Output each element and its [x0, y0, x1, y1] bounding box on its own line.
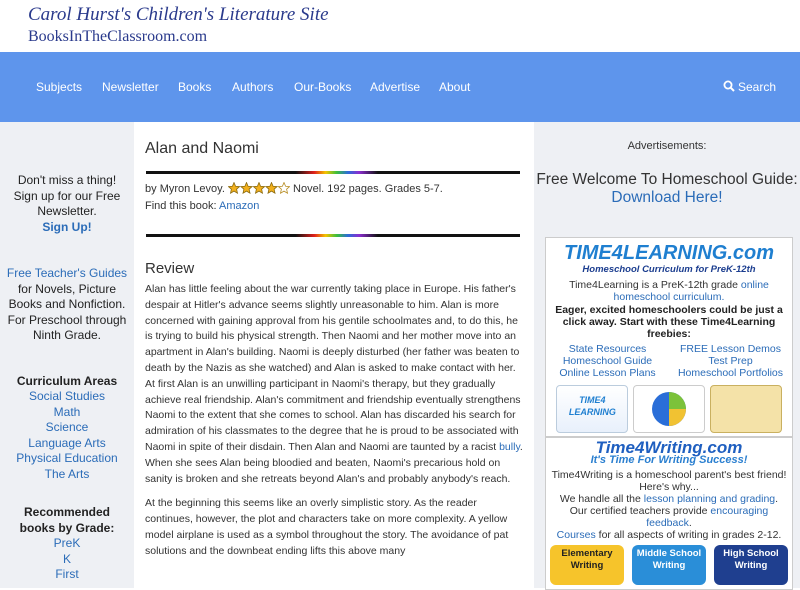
search-label: Search	[737, 80, 776, 94]
curriculum-social-studies[interactable]: Social Studies	[28, 389, 106, 403]
teacher-guides-link[interactable]: Free Teacher's Guides	[6, 266, 128, 280]
t4w-text-4-post: for all aspects of writing in grades 2-12.	[595, 529, 782, 541]
review-heading: Review	[145, 260, 195, 277]
search-icon	[723, 80, 735, 92]
site-brand[interactable]	[28, 4, 329, 47]
t4w-text-2-pre: We handle all the	[559, 493, 644, 505]
math-chart-icon	[649, 389, 689, 429]
guides-text-3: For Preschool through	[7, 312, 127, 327]
rating-stars	[228, 182, 290, 199]
guides-text-1: for Novels, Picture	[17, 281, 117, 296]
t4l-portfolios[interactable]: Homeschool Portfolios	[677, 367, 784, 379]
star-icon	[253, 183, 264, 194]
search-link[interactable]	[723, 80, 776, 94]
t4w-text-4	[546, 529, 792, 541]
ad-label: Advertisements:	[627, 140, 707, 152]
t4l-state-resources[interactable]: State Resources	[568, 343, 647, 355]
author-name: Myron Levoy.	[159, 183, 225, 195]
time4writing-ad[interactable]	[545, 437, 793, 590]
nav-authors[interactable]: Authors	[232, 80, 274, 94]
math-thumbnail[interactable]	[633, 385, 705, 433]
amazon-link[interactable]: Amazon	[219, 200, 260, 212]
main-navbar	[0, 52, 800, 122]
time4learning-ad[interactable]	[545, 237, 793, 437]
curriculum-heading: Curriculum Areas	[16, 373, 118, 388]
grade-first[interactable]: First	[55, 567, 79, 581]
curriculum-the-arts[interactable]: The Arts	[44, 466, 90, 481]
time4writing-logo[interactable]: Time4Writing.com	[595, 438, 743, 457]
t4w-grading-link[interactable]: lesson planning and grading	[643, 493, 776, 505]
site-title[interactable]: Carol Hurst's Children's Literature Site	[28, 4, 329, 25]
curriculum-language-arts[interactable]: Language Arts	[28, 435, 106, 450]
t4l-freebies-text: Eager, excited homeschoolers could be just a click away. Start with these Time4Learning freebies:	[555, 304, 783, 340]
author-prefix: by	[145, 183, 160, 195]
book-meta	[145, 182, 443, 214]
homeschool-headline	[534, 171, 800, 207]
curriculum-science[interactable]: Science	[45, 420, 89, 434]
t4l-intro	[546, 279, 792, 303]
t4w-text-3-post: .	[688, 517, 692, 529]
t4l-lesson-plans[interactable]: Online Lesson Plans	[559, 367, 656, 379]
nav-advertise[interactable]: Advertise	[370, 80, 421, 94]
t4w-text-2	[546, 493, 792, 505]
nav-subjects[interactable]: Subjects	[36, 80, 83, 94]
curriculum-math[interactable]: Math	[53, 404, 81, 419]
star-icon	[228, 183, 239, 194]
t4l-thumbnails	[546, 379, 792, 433]
grades-heading-1: Recommended	[23, 505, 111, 519]
nav-newsletter[interactable]: Newsletter	[102, 80, 159, 94]
review-body	[145, 282, 523, 569]
review-text-2: . When she sees Alan being bloodied and beaten, Naomi's precarious hold on sanity is broken and she retreats beyond Alan's and probably anybody's reach.	[145, 440, 523, 485]
t4w-text-1: Time4Writing is a homeschool parent's best friend! Here's why...	[551, 469, 787, 493]
middle-school-writing-button[interactable]: Middle School Writing	[632, 545, 706, 585]
review-paragraph-1	[145, 282, 523, 487]
star-icon	[266, 183, 277, 194]
t4w-feedback-link[interactable]: encouraging feedback	[646, 505, 769, 529]
book-title: Alan and Naomi	[145, 140, 259, 157]
newsletter-text-1: Don't miss a thing!	[17, 173, 117, 187]
homeschool-headline-text: Free Welcome To Homeschool Guide:	[536, 171, 798, 188]
rainbow-divider-2	[146, 234, 520, 237]
grade-k[interactable]: K	[62, 551, 71, 566]
time4learning-tagline: Homeschool Curriculum for PreK-12th	[582, 264, 756, 275]
find-label: Find this book:	[145, 200, 219, 212]
left-sidebar	[0, 122, 134, 588]
review-paragraph-2: At the beginning this seems like an overly simplistic story. As the reader continues, however, the plot and characters take on more complexity. A yellow model airplane is used as a symbol throughout the story. The avoidance of pat solutions and the downbeat ending lifts this above many	[145, 497, 509, 557]
t4w-courses-link[interactable]: Courses	[556, 529, 596, 541]
language-arts-thumbnail[interactable]	[710, 385, 782, 433]
nav-books[interactable]: Books	[178, 80, 212, 94]
download-link[interactable]: Download Here!	[611, 189, 723, 206]
guides-text-4: Ninth Grade.	[32, 328, 102, 342]
newsletter-text-3: Newsletter.	[37, 204, 97, 218]
newsletter-text-2: Sign up for our Free	[13, 188, 121, 203]
nav-our-books[interactable]: Our-Books	[294, 80, 352, 94]
site-url[interactable]: BooksInTheClassroom.com	[28, 28, 208, 45]
rainbow-divider	[146, 171, 520, 174]
star-icon	[278, 183, 289, 194]
time4learning-logo[interactable]: TIME4LEARNING.com	[563, 242, 775, 264]
t4w-text-3-pre: Our certified teachers provide	[569, 505, 711, 517]
t4l-curriculum-link[interactable]: online homeschool curriculum.	[613, 279, 769, 303]
book-details: Novel. 192 pages. Grades 5-7.	[293, 183, 443, 195]
t4l-intro-text: Time4Learning is a PreK-12th grade	[569, 279, 741, 291]
guides-text-2: Books and Nonfiction.	[8, 297, 126, 311]
learn-more-badge[interactable]: TIME4 LEARNING	[556, 385, 628, 433]
high-school-writing-button[interactable]: High School Writing	[714, 545, 788, 585]
t4l-test-prep[interactable]: Test Prep	[708, 355, 753, 367]
t4w-text-3	[546, 505, 792, 529]
star-icon	[241, 183, 252, 194]
t4l-homeschool-guide[interactable]: Homeschool Guide	[562, 355, 653, 367]
bully-link[interactable]: bully	[499, 440, 520, 453]
t4l-links	[546, 343, 792, 379]
elementary-writing-button[interactable]: Elementary Writing	[550, 545, 624, 585]
t4l-lesson-demos[interactable]: FREE Lesson Demos	[680, 343, 781, 355]
time4writing-tagline: It's Time For Writing Success!	[590, 454, 748, 466]
grade-prek[interactable]: PreK	[53, 536, 81, 550]
review-text-1: Alan has little feeling about the war currently taking place in Europe. His father's despair at Hitler's advance seems slightly unreasonable to him. Alan is more concerned with gaining approval from his gentile schoolmates and, to do this, he is trying to build his physical strength. Then Naomi and her mother move into an apartment in Alan's building. Naomi is deeply disturbed (her father was beaten to death by the Nazis as she watched) and Alan is asked to make contact with her. At first Alan is an unwilling participant in Naomi's therapy, but they gradually achieve real friendship. Alan's commitment and friendship eventually strengthens Naomi to the extent that she comes to school. Alan has discarded his search for admiration of his classmates to the degree that he is proud to be associated with Naomi in spite of their disdain. Then Alan and Naomi are taunted by a racist	[145, 283, 521, 453]
t4w-text-2-post: .	[775, 493, 779, 505]
nav-about[interactable]: About	[439, 80, 471, 94]
curriculum-physical-education[interactable]: Physical Education	[16, 451, 118, 465]
grades-heading-2: books by Grade:	[19, 520, 115, 535]
t4w-buttons	[546, 541, 792, 585]
signup-link[interactable]: Sign Up!	[42, 219, 92, 234]
